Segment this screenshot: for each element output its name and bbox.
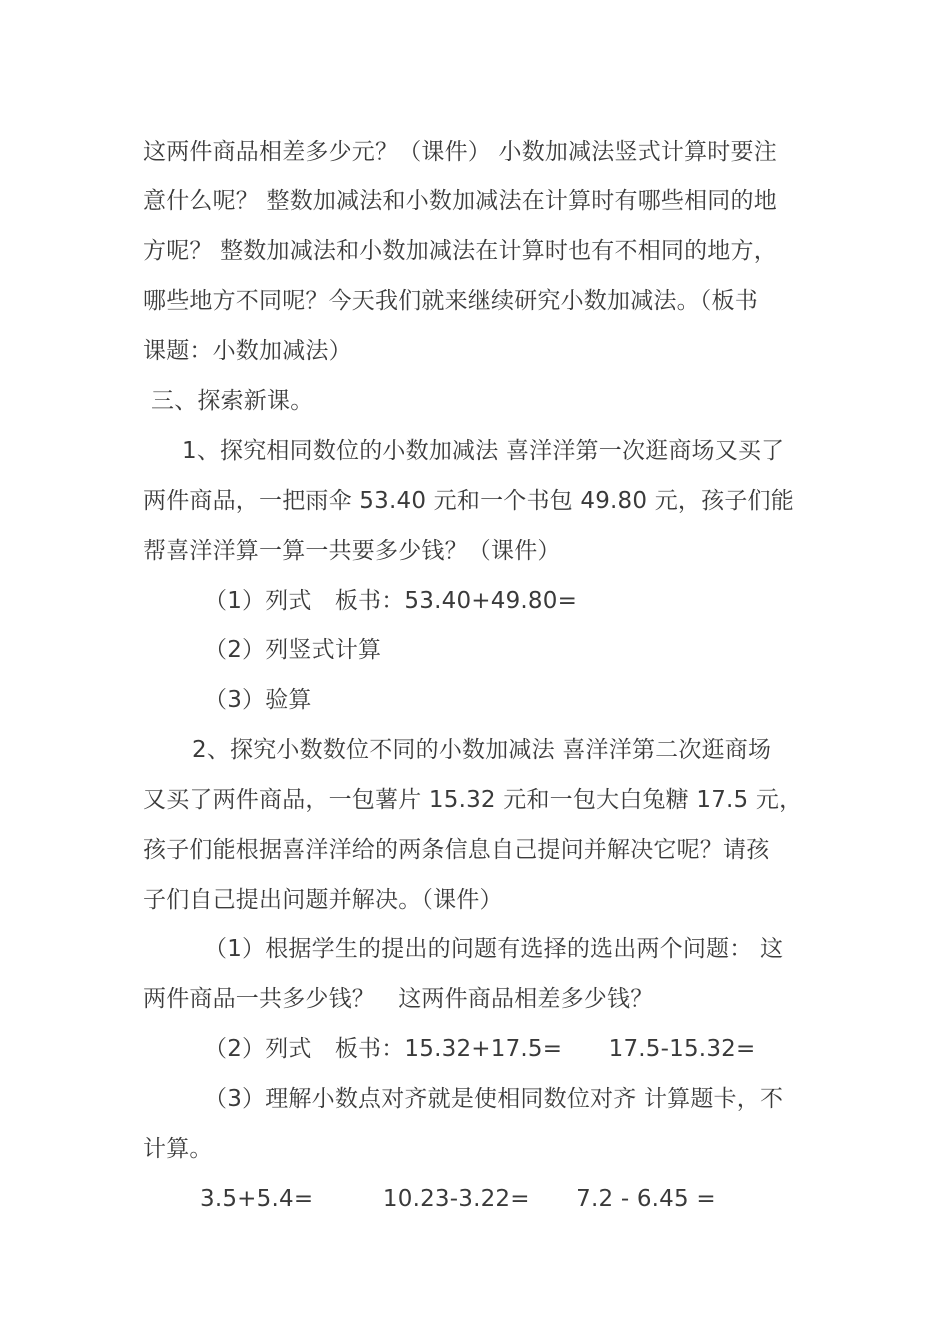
subsection-heading: 2、探究小数数位不同的小数加减法 喜洋洋第二次逛商场 xyxy=(192,737,772,763)
paragraph-line: 两件商品，一把雨伞 53.40 元和一个书包 49.80 元，孩子们能 xyxy=(143,488,794,514)
step-item: （2）列式 板书：15.32+17.5= 17.5-15.32= xyxy=(204,1036,756,1062)
paragraph-line: 计算。 xyxy=(143,1136,213,1162)
paragraph-line: 意什么呢？ 整数加减法和小数加减法在计算时有哪些相同的地 xyxy=(143,188,777,214)
subsection-heading: 1、探究相同数位的小数加减法 喜洋洋第一次逛商场又买了 xyxy=(182,438,785,464)
paragraph-line: 帮喜洋洋算一算一共要多少钱？（课件） xyxy=(143,538,561,564)
step-item: （1）列式 板书：53.40+49.80= xyxy=(204,588,578,614)
paragraph-line: 方呢？ 整数加减法和小数加减法在计算时也有不相同的地方， xyxy=(143,238,777,264)
paragraph-line: 两件商品一共多少钱？ 这两件商品相差多少钱？ xyxy=(143,986,654,1012)
step-item: （1）根据学生的提出的问题有选择的选出两个问题： 这 xyxy=(204,936,784,962)
paragraph-line: 又买了两件商品，一包薯片 15.32 元和一包大白兔糖 17.5 元， xyxy=(143,787,803,813)
paragraph-line: 这两件商品相差多少元？（课件） 小数加减法竖式计算时要注 xyxy=(143,139,777,165)
paragraph-line: 子们自己提出问题并解决。（课件） xyxy=(143,887,503,913)
section-heading: 三、探索新课。 xyxy=(151,388,314,414)
paragraph-line: 哪些地方不同呢？今天我们就来继续研究小数加减法。（板书 xyxy=(143,288,758,314)
paragraph-line: 课题：小数加减法） xyxy=(143,338,352,364)
step-item: （3）验算 xyxy=(204,687,312,713)
paragraph-line: 孩子们能根据喜洋洋给的两条信息自己提问并解决它呢？请孩 xyxy=(143,837,770,863)
step-item: （3）理解小数点对齐就是使相同数位对齐 计算题卡，不 xyxy=(204,1086,784,1112)
exercise-line: 3.5+5.4= 10.23-3.22= 7.2 - 6.45 = xyxy=(200,1186,716,1212)
step-item: （2）列竖式计算 xyxy=(204,637,382,663)
